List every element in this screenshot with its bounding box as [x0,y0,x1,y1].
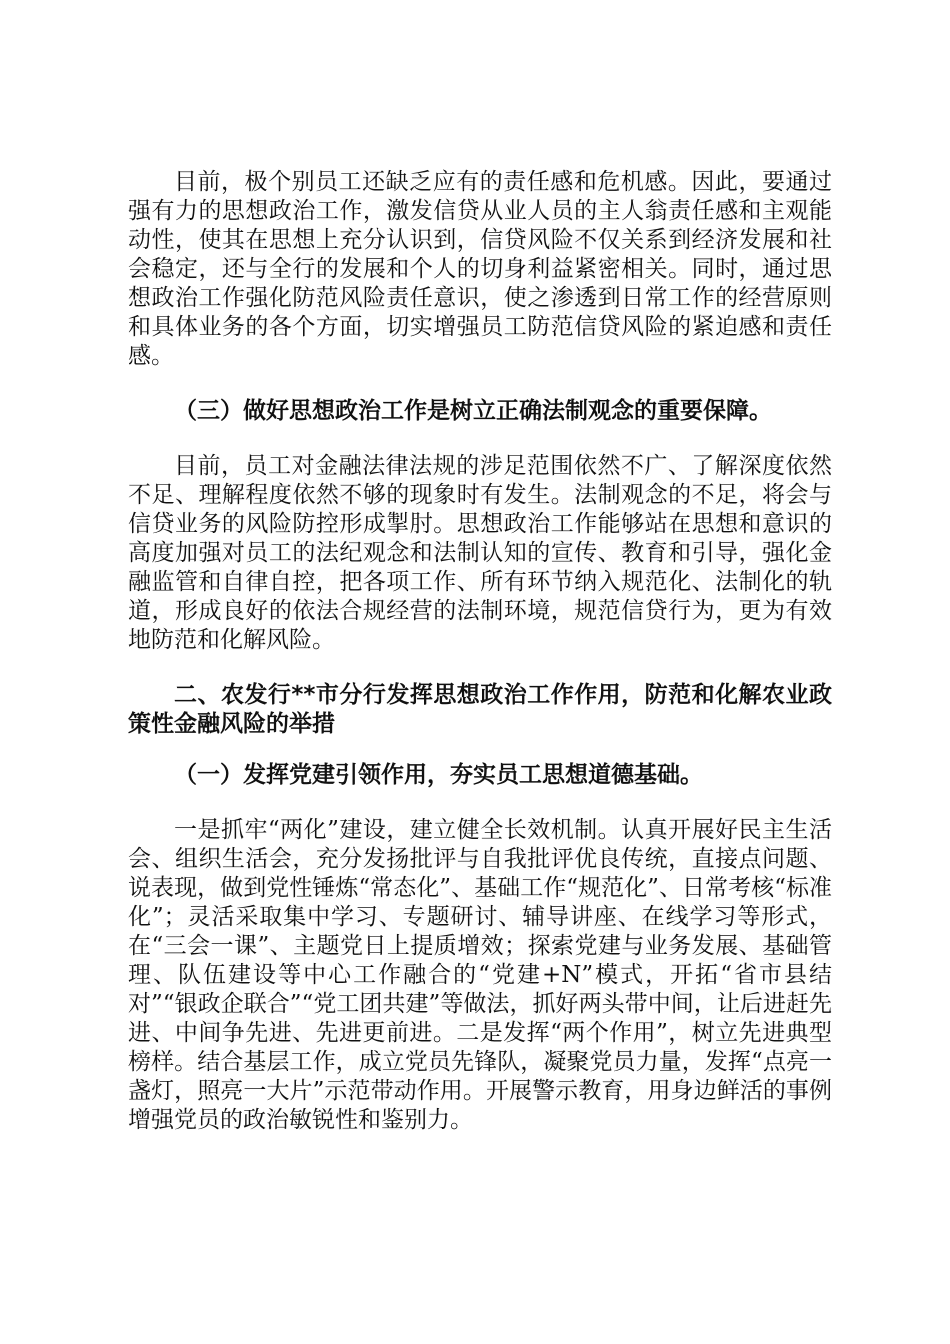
body-paragraph: 目前，员工对金融法律法规的涉足范围依然不广、了解深度依然不足、理解程度依然不够的现象时有发生。法制观念的不足，将会与信贷业务的风险防控形成掣肘。思想政治工作能够站在思想和意识的高度加强对员工的法纪观念和法制认知的宣传、教育和引导，强化金融监管和自律自控，把各项工作、所有环节纳入规范化、法制化的轨道，形成良好的依法合规经营的法制环境，规范信贷行为，更为有效地防范和化解风险。 [128,453,832,653]
body-paragraph: 一是抓牢“两化”建设，建立健全长效机制。认真开展好民主生活会、组织生活会，充分发扬批评与自我批评优良传统，直接点问题、说表现，做到党性锤炼“常态化”、基础工作“规范化”、日常考核“标准化”；灵活采取集中学习、专题研讨、辅导讲座、在线学习等形式，在“三会一课”、主题党日上提质增效；探索党建与业务发展、基础管理、队伍建设等中心工作融合的“党建+N”模式，开拓“省市县结对”“银政企联合”“党工团共建”等做法，抓好两头带中间，让后进赶先进、中间争先进、先进更前进。二是发挥“两个作用”，树立先进典型榜样。结合基层工作，成立党员先锋队，凝聚党员力量，发挥“点亮一盏灯，照亮一大片”示范带动作用。开展警示教育，用身边鲜活的事例增强党员的政治敏锐性和鉴别力。 [128,817,832,1133]
body-paragraph: 目前，极个别员工还缺乏应有的责任感和危机感。因此，要通过强有力的思想政治工作，激发信贷从业人员的主人翁责任感和主观能动性，使其在思想上充分认识到，信贷风险不仅关系到经济发展和社会稳定，还与全行的发展和个人的切身利益紧密相关。同时，通过思想政治工作强化防范风险责任意识，使之渗透到日常工作的经营原则和具体业务的各个方面，切实增强员工防范信贷风险的紧迫感和责任感。 [128,169,832,369]
section-heading: 二、农发行**市分行发挥思想政治工作作用，防范和化解农业政策性金融风险的举措 [128,682,832,737]
subsection-heading: （一）发挥党建引领作用，夯实员工思想道德基础。 [174,762,703,788]
subsection-heading: （三）做好思想政治工作是树立正确法制观念的重要保障。 [174,398,772,424]
document-page [128,168,832,1135]
